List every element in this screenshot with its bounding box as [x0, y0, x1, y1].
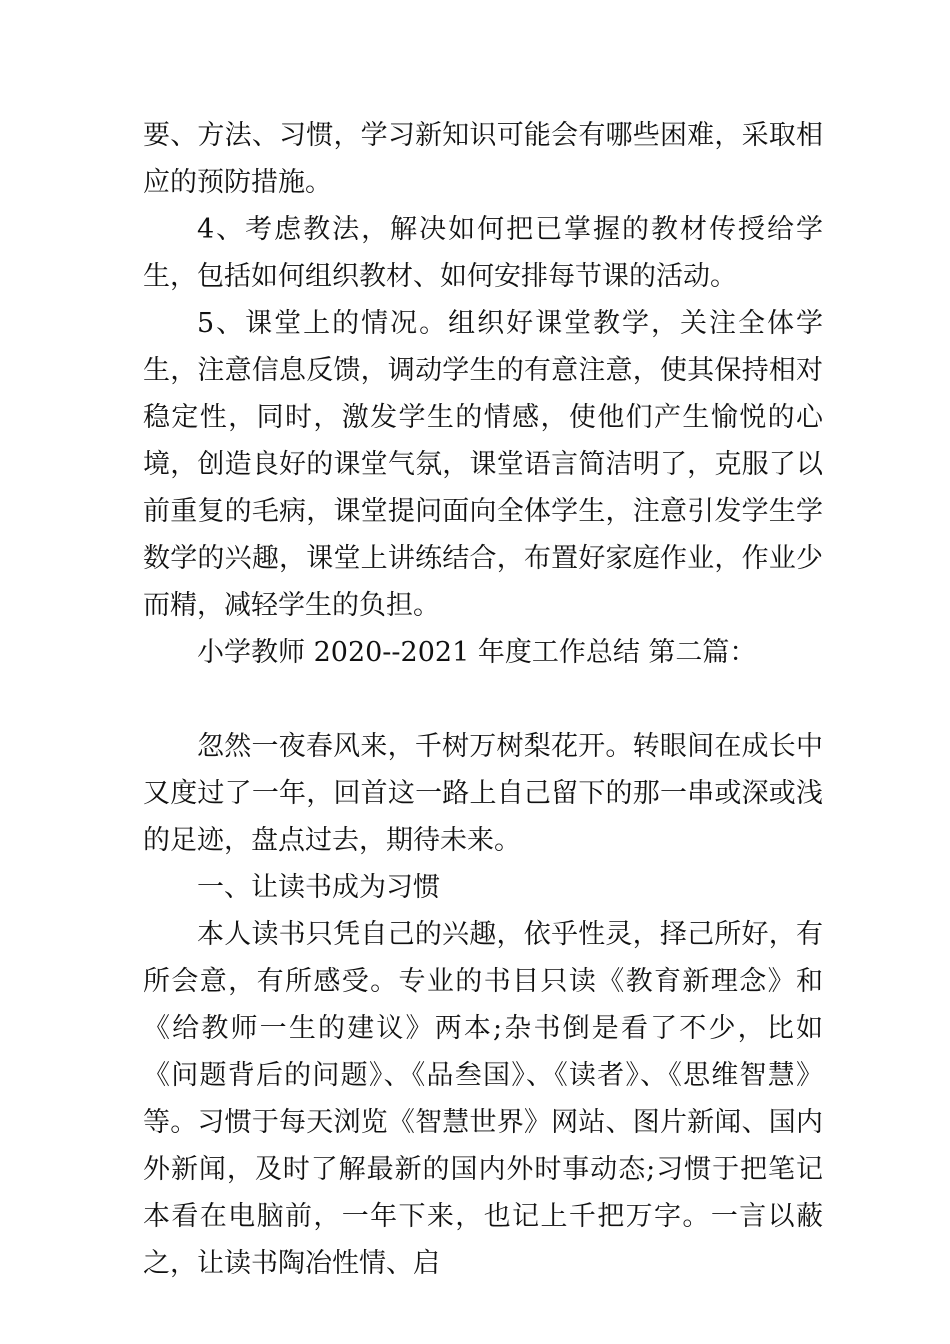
- blank-line: [143, 676, 823, 723]
- document-body: [143, 112, 823, 1287]
- section-heading-part-two: 小学教师 2020--2021 年度工作总结 第二篇：: [197, 637, 757, 668]
- paragraph-item-5: 5、课堂上的情况。组织好课堂教学，关注全体学生，注意信息反馈，调动学生的有意注意，使其保持相对稳定性，同时，激发学生的情感，使他们产生愉悦的心境，创造良好的课堂气氛，课堂语言简洁明了，克服了以前重复的毛病，课堂提问面向全体学生，注意引发学生学数学的兴趣，课堂上讲练结合，布置好家庭作业，作业少而精，减轻学生的负担。: [143, 308, 823, 621]
- paragraph-intro: 忽然一夜春风来，千树万树梨花开。转眼间在成长中又度过了一年，回首这一路上自己留下的那一串或深或浅的足迹，盘点过去，期待未来。: [143, 731, 823, 856]
- subheading-reading-habit: 一、让读书成为习惯: [197, 872, 440, 903]
- paragraph-continuation: 要、方法、习惯，学习新知识可能会有哪些困难，采取相应的预防措施。: [143, 120, 823, 198]
- paragraph-reading: 本人读书只凭自己的兴趣，依乎性灵，择己所好，有所会意，有所感受。专业的书目只读《教育新理念》和《给教师一生的建议》两本;杂书倒是看了不少，比如《问题背后的问题》、《品叁国》、《读者》、《思维智慧》等。习惯于每天浏览《智慧世界》网站、图片新闻、国内外新闻，及时了解最新的国内外时事动态;习惯于把笔记本看在电脑前，一年下来，也记上千把万字。一言以蔽之，让读书陶冶性情、启: [143, 919, 823, 1279]
- paragraph-item-4: 4、考虑教法，解决如何把已掌握的教材传授给学生，包括如何组织教材、如何安排每节课的活动。: [143, 214, 823, 292]
